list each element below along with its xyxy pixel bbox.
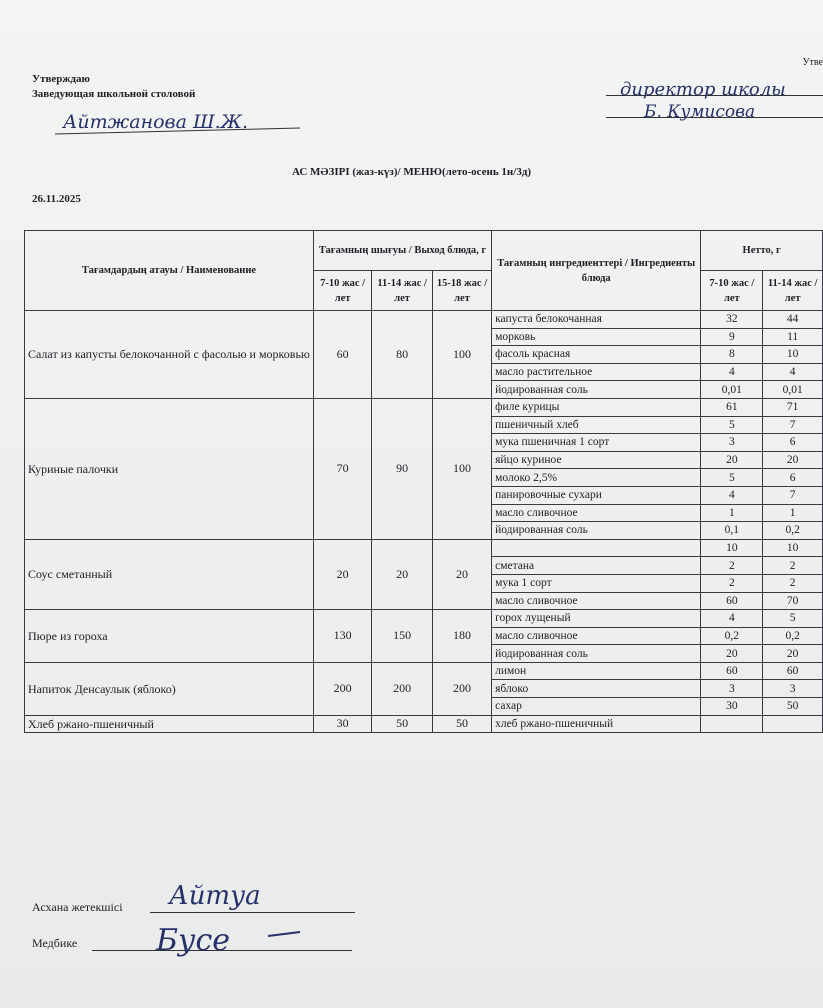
- netto-7-10: [701, 715, 763, 733]
- netto-11-14: 4: [763, 363, 823, 381]
- netto-11-14: 60: [763, 662, 823, 680]
- netto-7-10: 20: [701, 645, 763, 663]
- output-15-18: 100: [432, 398, 491, 539]
- ingredient-name: горох лущеный: [492, 610, 701, 628]
- output-7-10: 200: [313, 662, 371, 715]
- ingredient-name: пшеничный хлеб: [492, 416, 701, 434]
- netto-7-10: 0,1: [701, 522, 763, 540]
- menu-table: [24, 230, 823, 733]
- netto-7-10: 3: [701, 434, 763, 452]
- netto-11-14: 2: [763, 574, 823, 592]
- ingredient-name: морковь: [492, 328, 701, 346]
- dish-name: Куриные палочки: [25, 398, 314, 539]
- output-7-10: 130: [313, 610, 371, 663]
- nurse-label: Медбике: [32, 936, 78, 950]
- cook-head-signature-text: Айтуа: [169, 881, 261, 911]
- netto-7-10: 60: [701, 662, 763, 680]
- ingredient-name: масло сливочное: [492, 627, 701, 645]
- ingredient-name: йодированная соль: [492, 522, 701, 540]
- header-output-age-15-18: 15-18 жас / лет: [432, 271, 491, 311]
- netto-11-14: 70: [763, 592, 823, 610]
- document-title: АС МӘЗІРІ (жаз-күз)/ МЕНЮ(лето-осень 1н/3д): [291, 166, 532, 178]
- netto-11-14: 2: [763, 557, 823, 575]
- output-15-18: 100: [432, 311, 491, 399]
- netto-7-10: 61: [701, 398, 763, 416]
- netto-11-14: 7: [763, 416, 823, 434]
- ingredient-name: масло растительное: [492, 363, 701, 381]
- netto-7-10: 8: [701, 346, 763, 364]
- netto-7-10: 60: [701, 592, 763, 610]
- approval-left-line1: Утверждаю: [32, 73, 90, 85]
- output-11-14: 200: [372, 662, 433, 715]
- output-15-18: 200: [432, 662, 491, 715]
- netto-11-14: [763, 715, 823, 733]
- netto-7-10: 2: [701, 574, 763, 592]
- netto-11-14: 71: [763, 398, 823, 416]
- output-11-14: 90: [372, 398, 433, 539]
- netto-11-14: 1: [763, 504, 823, 522]
- cook-head-signature: [165, 872, 305, 912]
- output-11-14: 80: [372, 311, 433, 399]
- netto-11-14: 7: [763, 486, 823, 504]
- header-ingredients: Тағамның ингредиенттері / Ингредиенты блюда: [492, 231, 701, 311]
- approval-left-block: [32, 72, 195, 102]
- ingredient-name: [492, 539, 701, 557]
- ingredient-name: яблоко: [492, 680, 701, 698]
- ingredient-name: сметана: [492, 557, 701, 575]
- output-11-14: 50: [372, 715, 433, 733]
- table-row: [25, 610, 823, 628]
- netto-7-10: 5: [701, 416, 763, 434]
- netto-7-10: 9: [701, 328, 763, 346]
- netto-11-14: 6: [763, 434, 823, 452]
- ingredient-name: масло сливочное: [492, 504, 701, 522]
- netto-11-14: 0,01: [763, 381, 823, 399]
- ingredient-name: хлеб ржано-пшеничный: [492, 715, 701, 733]
- netto-7-10: 10: [701, 539, 763, 557]
- netto-11-14: 20: [763, 451, 823, 469]
- netto-7-10: 32: [701, 311, 763, 329]
- netto-7-10: 4: [701, 486, 763, 504]
- header-output: Тағамның шығуы / Выход блюда, г: [313, 231, 491, 271]
- approval-right-block: [606, 55, 823, 135]
- dish-name: Хлеб ржано-пшеничный: [25, 715, 314, 733]
- output-15-18: 180: [432, 610, 491, 663]
- ingredient-name: яйцо куриное: [492, 451, 701, 469]
- dish-name: Пюре из гороха: [25, 610, 314, 663]
- table-row: [25, 715, 823, 733]
- output-15-18: 50: [432, 715, 491, 733]
- header-netto: Нетто, г: [701, 231, 823, 271]
- output-7-10: 60: [313, 311, 371, 399]
- header-netto-age-11-14: 11-14 жас / лет: [763, 271, 823, 311]
- dish-name: Напиток Денсаулык (яблоко): [25, 662, 314, 715]
- netto-11-14: 0,2: [763, 627, 823, 645]
- output-7-10: 70: [313, 398, 371, 539]
- approval-right-label: Утве: [802, 57, 823, 68]
- menu-table-body: [25, 311, 823, 733]
- netto-11-14: 20: [763, 645, 823, 663]
- netto-11-14: 6: [763, 469, 823, 487]
- netto-11-14: 0,2: [763, 522, 823, 540]
- netto-7-10: 4: [701, 363, 763, 381]
- ingredient-name: мука 1 сорт: [492, 574, 701, 592]
- netto-11-14: 50: [763, 698, 823, 716]
- ingredient-name: йодированная соль: [492, 645, 701, 663]
- approval-right-signature-text-1: директор школы: [620, 79, 786, 100]
- netto-11-14: 44: [763, 311, 823, 329]
- netto-7-10: 4: [701, 610, 763, 628]
- output-11-14: 150: [372, 610, 433, 663]
- dish-name: Соус сметанный: [25, 539, 314, 609]
- ingredient-name: капуста белокочанная: [492, 311, 701, 329]
- header-output-age-11-14: 11-14 жас / лет: [372, 271, 433, 311]
- table-row: [25, 398, 823, 416]
- ingredient-name: молоко 2,5%: [492, 469, 701, 487]
- netto-7-10: 20: [701, 451, 763, 469]
- approval-right-signature: [614, 65, 823, 125]
- ingredient-name: йодированная соль: [492, 381, 701, 399]
- header-netto-age-7-10: 7-10 жас / лет: [701, 271, 763, 311]
- netto-7-10: 5: [701, 469, 763, 487]
- output-7-10: 20: [313, 539, 371, 609]
- output-7-10: 30: [313, 715, 371, 733]
- output-11-14: 20: [372, 539, 433, 609]
- netto-11-14: 11: [763, 328, 823, 346]
- netto-7-10: 3: [701, 680, 763, 698]
- netto-7-10: 0,01: [701, 381, 763, 399]
- ingredient-name: сахар: [492, 698, 701, 716]
- ingredient-name: лимон: [492, 662, 701, 680]
- header-output-age-7-10: 7-10 жас / лет: [313, 271, 371, 311]
- netto-11-14: 3: [763, 680, 823, 698]
- table-row: [25, 311, 823, 329]
- document-date: 26.11.2025: [32, 193, 81, 205]
- netto-11-14: 10: [763, 539, 823, 557]
- table-row: [25, 662, 823, 680]
- netto-7-10: 1: [701, 504, 763, 522]
- ingredient-name: масло сливочное: [492, 592, 701, 610]
- netto-11-14: 10: [763, 346, 823, 364]
- nurse-signature: [150, 912, 320, 962]
- header-dish-name: Тағамдардың атауы / Наименование: [25, 231, 314, 311]
- ingredient-name: мука пшеничная 1 сорт: [492, 434, 701, 452]
- output-15-18: 20: [432, 539, 491, 609]
- ingredient-name: филе курицы: [492, 398, 701, 416]
- table-row: [25, 539, 823, 557]
- netto-7-10: 2: [701, 557, 763, 575]
- ingredient-name: панировочные сухари: [492, 486, 701, 504]
- netto-11-14: 5: [763, 610, 823, 628]
- approval-left-signature: [55, 108, 305, 138]
- nurse-signature-text: Бусе: [156, 923, 231, 958]
- approval-left-line2: Заведующая школьной столовой: [32, 88, 196, 100]
- approval-left-signature-text: Айтжанова Ш.Ж.: [63, 111, 249, 133]
- cook-head-label: Асхана жетекшісі: [32, 900, 123, 914]
- ingredient-name: фасоль красная: [492, 346, 701, 364]
- approval-right-signature-text-2: Б. Кумисова: [644, 102, 756, 122]
- dish-name: Салат из капусты белокочанной с фасолью и морковью: [25, 311, 314, 399]
- netto-7-10: 30: [701, 698, 763, 716]
- netto-7-10: 0,2: [701, 627, 763, 645]
